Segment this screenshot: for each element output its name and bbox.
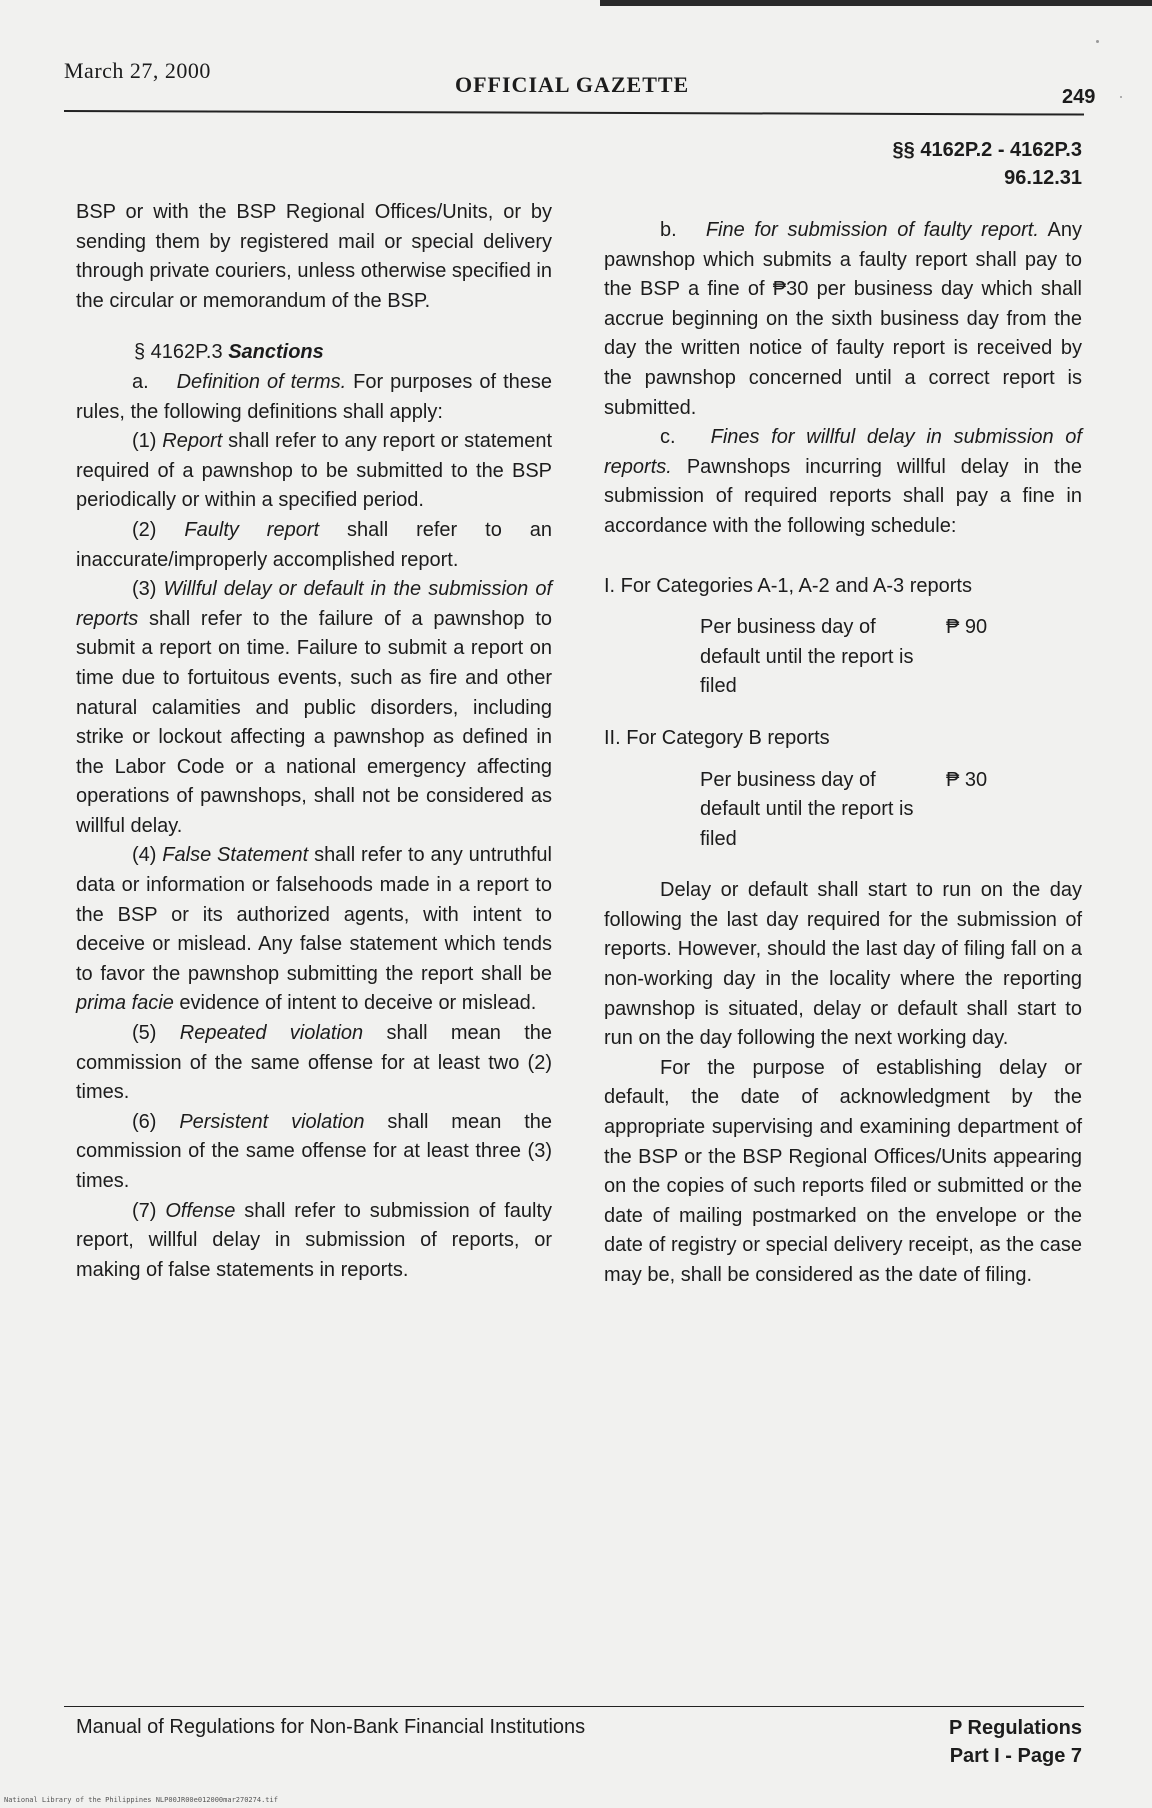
schedule-desc: Per business day of default until the report is filed xyxy=(700,616,914,698)
delay-start-paragraph: Delay or default shall start to run on the day following the last day required for the submission of reports. However, should the last day of filing fall on a non-working day in the locality where the reporting pawnshop is situated, delay or default shall start to run on the day following the next working day. xyxy=(604,879,1082,1050)
filing-date-paragraph: For the purpose of establishing delay or default, the date of acknowledgment by the appropriate supervising and examining department of the BSP or the BSP Regional Offices/Units appearing on the copies of such reports filed or submitted or the date of mailing postmarked on the envelope or the date of registry or special delivery receipt, as the case may be, shall be considered as the date of filing. xyxy=(604,1056,1082,1286)
publication-title: OFFICIAL GAZETTE xyxy=(455,72,690,97)
section-range: §§ 4162P.2 - 4162P.3 xyxy=(892,139,1082,161)
scan-source-label: National Library of the Philippines NLP00JR00e012000mar270274.tif xyxy=(4,1796,278,1804)
part-page-label: Part I - Page 7 xyxy=(949,1745,1082,1767)
issue-date: March 27, 2000 xyxy=(64,58,211,83)
schedule-heading-1: I. For Categories A-1, A-2 and A-3 reports xyxy=(604,574,972,597)
willful-delay-fine: c. Fines for willful delay in submission of reports. Pawnshops incurring willful delay in the submission of required reports shall pay a fine in accordance with the following schedule: xyxy=(604,426,1082,537)
schedule-desc: Per business day of default until the report is filed xyxy=(700,768,914,850)
schedule-item-1 xyxy=(700,613,1020,702)
definitions-title: Definition of terms. xyxy=(176,370,347,393)
section-date: 96.12.31 xyxy=(1004,167,1082,189)
footer-page-ref xyxy=(949,1714,1082,1770)
faulty-report-fine: b. Fine for submission of faulty report. Any pawnshop which submits a faulty report shall pay to the BSP a fine of ₱30 per business day which shall accrue beginning on the sixth business day from the day the written notice of faulty report is received by the pawnshop concerned until a correct report is submitted. xyxy=(604,219,1082,419)
intro-paragraph: BSP or with the BSP Regional Offices/Units, or by sending them by registered mail or special delivery through private couriers, unless otherwise specified in the circular or memorandum of the BSP. xyxy=(76,201,552,312)
definition-false-statement: (4) False Statement shall refer to any untruthful data or information or falsehoods made in a report to the BSP or its authorized agents, with intent to deceive or mislead. Any false statement which tends to favor the pawnshop submitting the report shall be prima facie evidence of intent to deceive or mislead. xyxy=(76,844,553,1015)
definition-repeated-violation: (5) Repeated violation shall mean the commission of the same offense for at least two (2) times. xyxy=(76,1022,552,1104)
scan-speck xyxy=(1096,40,1099,43)
header-rule xyxy=(64,110,1084,116)
right-column xyxy=(604,216,1082,1291)
section-number: § 4162P.3 xyxy=(134,341,223,364)
page-number: 249 xyxy=(1062,86,1096,108)
definition-persistent-violation: (6) Persistent violation shall mean the commission of the same offense for at least three (3) times. xyxy=(76,1110,552,1192)
schedule-item-2 xyxy=(700,766,1020,855)
definition-report: (1) Report shall refer to any report or statement required of a pawnshop to be submitted to the BSP periodically or within a specified period. xyxy=(76,430,552,512)
definition-faulty-report: (2) Faulty report shall refer to an inaccurate/improperly accomplished report. xyxy=(76,518,553,571)
section-heading xyxy=(134,338,552,368)
schedule-heading-2: II. For Category B reports xyxy=(604,726,830,749)
schedule-amount: ₱ 30 xyxy=(946,768,988,791)
schedule-amount: ₱ 90 xyxy=(946,616,988,639)
regulations-label: P Regulations xyxy=(949,1717,1082,1739)
scan-speck xyxy=(1120,96,1122,98)
definition-intro: a. Definition of terms. For purposes of these rules, the following definitions shall apply: xyxy=(76,370,552,423)
left-column xyxy=(76,198,552,1285)
manual-title: Manual of Regulations for Non-Bank Financial Institutions xyxy=(76,1716,586,1738)
section-reference xyxy=(893,136,1082,192)
scan-edge-artifact xyxy=(600,0,1152,6)
definition-offense: (7) Offense shall refer to submission of faulty report, willful delay in submission of reports, or making of false statements in reports. xyxy=(76,1199,553,1281)
footer-rule xyxy=(64,1706,1084,1707)
definition-willful-delay: (3) Willful delay or default in the submission of reports shall refer to the failure of a pawnshop to submit a report on time. Failure to submit a report on time due to fortuitous events, such as fire and other natural calamities and public disorders, including strike or lockout affecting a pawnshop as defined in the Labor Code or a national emergency affecting operations of pawnshops, shall not be considered as willful delay. xyxy=(76,578,552,837)
section-title: Sanctions xyxy=(228,341,324,364)
